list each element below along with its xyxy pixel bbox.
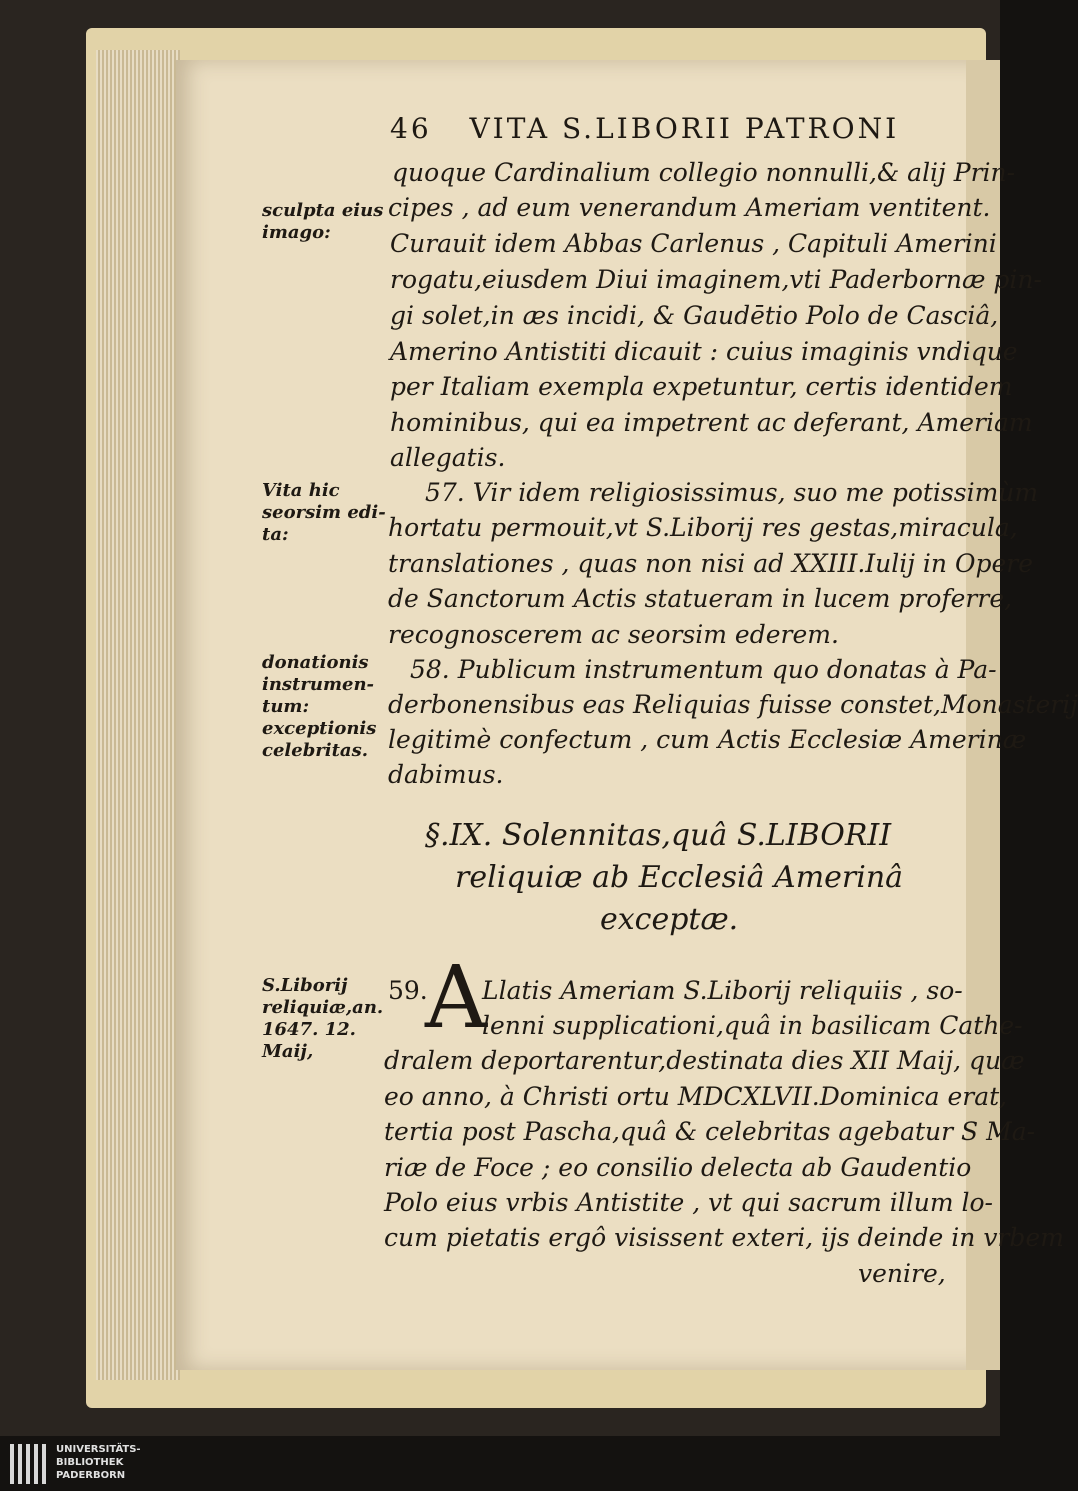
body-line: 57. Vir idem religiosissimus, suo me potissimùm [425,478,1039,507]
running-header [390,112,899,145]
body-line: Amerino Antistiti dicauit : cuius imaginis vndique [390,337,1018,366]
library-logo-text: UNIVERSITÄTS- BIBLIOTHEK PADERBORN [56,1444,141,1481]
body-line: per Italiam exempla expetuntur, certis identidem [390,372,1013,401]
body-line: quoque Cardinalium collegio nonnulli,& alij Prin- [392,158,1016,187]
margin-note: Vita hic seorsim edi- ta: [262,480,386,545]
body-line: hortatu permouit,vt S.Liborij res gestas,miracula, [388,513,1018,542]
body-line: allegatis. [390,443,506,472]
drop-cap: A [425,948,488,1048]
section-heading-line: exceptæ. [600,902,739,937]
library-logo-icon [10,1444,50,1484]
paragraph-line: eo anno, à Christi ortu MDCXLVII.Dominica erat, [384,1082,1008,1111]
paragraph-line: Polo eius vrbis Antistite , vt qui sacrum illum lo- [384,1188,993,1217]
body-line: gi solet,in æs incidi, & Gaudētio Polo de Casciâ, [390,301,999,330]
paragraph-line: Llatis Ameriam S.Liborij reliquiis , so- [482,976,963,1005]
paragraph-line: tertia post Pascha,quâ & celebritas agebatur S Ma- [384,1117,1036,1146]
margin-note: S.Liborij reliquiæ,an. 1647. 12. Maij, [262,975,384,1062]
section-heading-line: reliquiæ ab Ecclesiâ Amerinâ [455,860,904,895]
body-line: 58. Publicum instrumentum quo donatas à Pa- [410,655,997,684]
paragraph-line: cum pietatis ergô visissent exteri, ijs deinde in vrbem [384,1223,1064,1252]
body-line: recognoscerem ac seorsim ederem. [388,620,839,649]
body-line: translationes , quas non nisi ad XXIII.Iulij in Opere [388,549,1034,578]
margin-note: sculpta eius imago: [262,200,384,243]
body-line: cipes , ad eum venerandum Ameriam ventitent. [388,193,991,222]
paragraph-number: 59. [388,976,428,1005]
body-line: legitimè confectum , cum Actis Ecclesiæ Amerinæ [388,725,1027,754]
body-line: dabimus. [388,760,504,789]
margin-note: donationis instrumen- tum: exceptionis celebritas. [262,652,377,761]
paragraph-line: riæ de Foce ; eo consilio delecta ab Gaudentio [384,1153,972,1182]
body-line: Curauit idem Abbas Carlenus , Capituli Amerini [390,229,997,258]
paragraph-line: dralem deportarentur,destinata dies XII Maij, quæ [384,1046,1025,1075]
body-line: hominibus, qui ea impetrent ac deferant, Ameriam [390,408,1033,437]
body-line: derbonensibus eas Reliquias fuisse constet,Monasterij [388,690,1078,719]
footer-bar [0,1436,1000,1491]
page-edges [96,50,180,1380]
body-line: rogatu,eiusdem Diui imaginem,vti Paderbornæ pin- [390,265,1042,294]
section-heading-line: §.IX. Solennitas,quâ S.LIBORII [425,818,892,853]
page-number: 46 [390,112,432,145]
body-line: de Sanctorum Actis statueram in lucem proferre, [388,584,1013,613]
paragraph-line: lenni supplicationi,quâ in basilicam Cathe- [482,1011,1023,1040]
paragraph-line: venire, [858,1259,946,1288]
running-title: VITA S.LIBORII PATRONI [469,112,900,145]
